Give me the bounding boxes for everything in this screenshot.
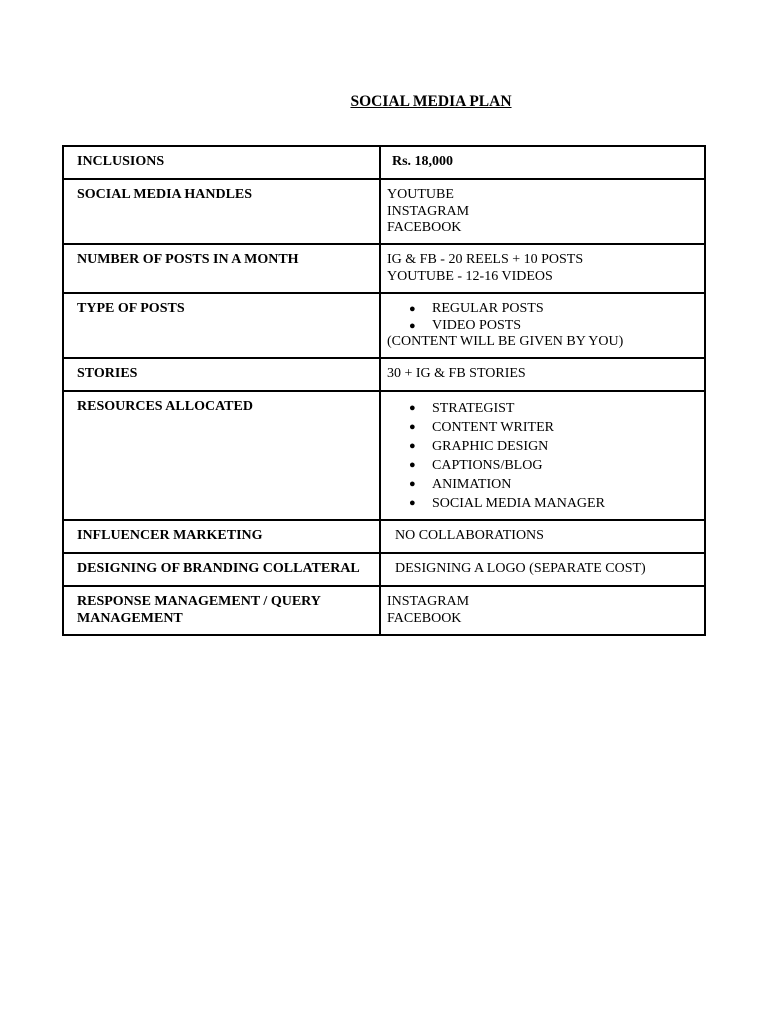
- price-value: Rs. 18,000: [392, 154, 454, 169]
- list-item: ● VIDEO POSTS: [387, 318, 696, 335]
- list-item: ● CAPTIONS/BLOG: [387, 456, 696, 475]
- page-title-text: SOCIAL MEDIA PLAN: [350, 93, 512, 110]
- list-item: ● STRATEGIST: [387, 399, 696, 418]
- row-label: INFLUENCER MARKETING: [63, 520, 380, 553]
- row-value: [380, 293, 705, 358]
- row-label: SOCIAL MEDIA HANDLES: [63, 179, 380, 244]
- handle-item: INSTAGRAM: [387, 203, 470, 219]
- table-row: [63, 391, 705, 520]
- influencer-value: NO COLLABORATIONS: [395, 528, 544, 543]
- page-title: [0, 93, 768, 111]
- row-value: [380, 244, 705, 293]
- response-item: FACEBOOK: [387, 610, 462, 626]
- list-item: ● REGULAR POSTS: [387, 301, 696, 318]
- table-row: [63, 244, 705, 293]
- row-label: INCLUSIONS: [63, 146, 380, 179]
- row-label: DESIGNING OF BRANDING COLLATERAL: [63, 553, 380, 586]
- table-row: [63, 293, 705, 358]
- row-value: 30 + IG & FB STORIES: [380, 358, 705, 391]
- row-value: [380, 179, 705, 244]
- list-item: ● CONTENT WRITER: [387, 418, 696, 437]
- row-label: TYPE OF POSTS: [63, 293, 380, 358]
- posts-item: IG & FB - 20 REELS + 10 POSTS: [387, 252, 584, 267]
- row-value: [380, 146, 705, 179]
- list-item: ● GRAPHIC DESIGN: [387, 437, 696, 456]
- row-label: STORIES: [63, 358, 380, 391]
- table-row: [63, 520, 705, 553]
- table-row: [63, 553, 705, 586]
- handle-item: YOUTUBE: [387, 187, 454, 202]
- row-label: RESOURCES ALLOCATED: [63, 391, 380, 520]
- table-row: [63, 586, 705, 635]
- handle-item: FACEBOOK: [387, 220, 462, 235]
- posts-item: YOUTUBE - 12-16 VIDEOS: [387, 268, 553, 284]
- response-item: INSTAGRAM: [387, 594, 470, 609]
- post-type-list: [387, 301, 696, 334]
- list-item: ● SOCIAL MEDIA MANAGER: [387, 494, 696, 513]
- row-value: [380, 391, 705, 520]
- table-row: [63, 358, 705, 391]
- list-item: ● ANIMATION: [387, 475, 696, 494]
- branding-value: DESIGNING A LOGO (SEPARATE COST): [395, 561, 646, 576]
- table-row: [63, 146, 705, 179]
- row-label: RESPONSE MANAGEMENT / QUERY MANAGEMENT: [63, 586, 380, 635]
- table-row: [63, 179, 705, 244]
- resources-list: [387, 399, 696, 513]
- plan-table: [62, 145, 706, 636]
- row-label: NUMBER OF POSTS IN A MONTH: [63, 244, 380, 293]
- row-value: [380, 520, 705, 553]
- row-value: [380, 586, 705, 635]
- row-value: [380, 553, 705, 586]
- content-note: (CONTENT WILL BE GIVEN BY YOU): [387, 334, 624, 349]
